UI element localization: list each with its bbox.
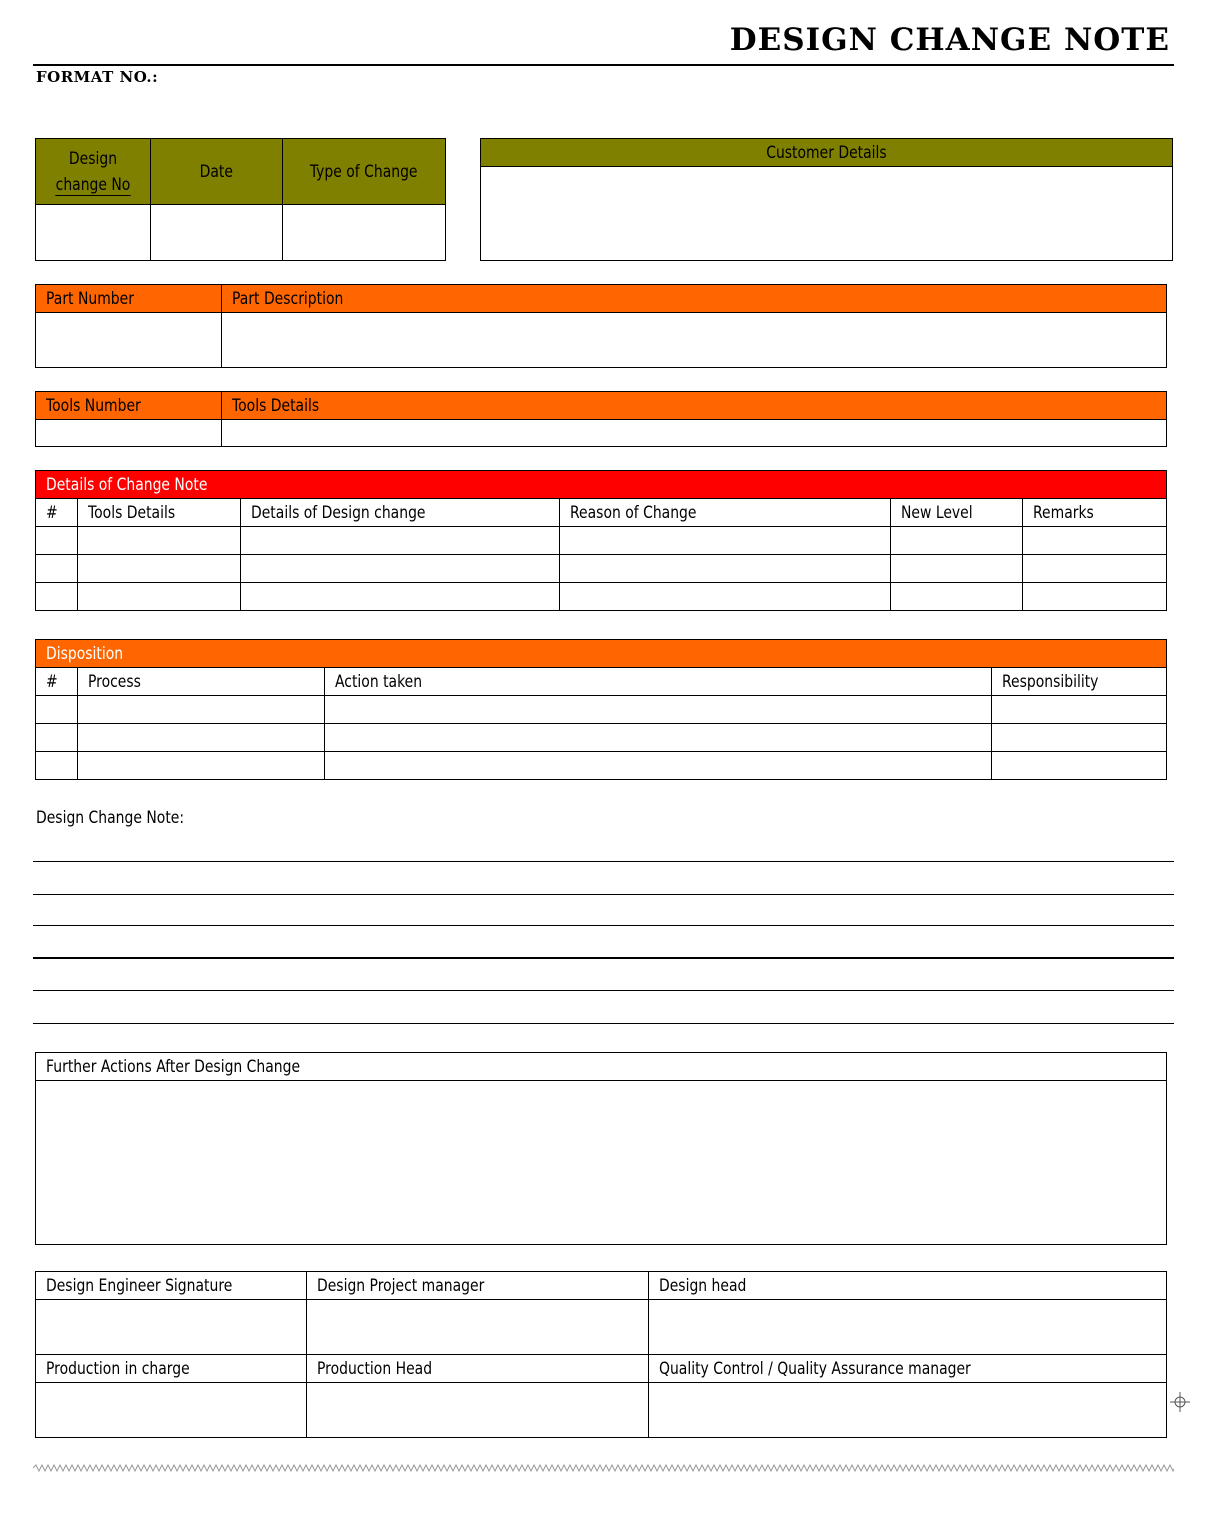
table-cell[interactable] [36, 583, 78, 611]
design-change-no-line2: change No [55, 174, 131, 195]
table-cell[interactable] [241, 583, 560, 611]
table-cell[interactable] [78, 527, 241, 555]
tools-number-field[interactable] [36, 420, 222, 447]
table-cell[interactable] [560, 527, 891, 555]
table-cell[interactable] [241, 555, 560, 583]
further-actions-field[interactable] [36, 1081, 1167, 1245]
production-in-charge-label: Production in charge [46, 1358, 190, 1379]
design-change-no-header [36, 139, 151, 205]
part-description-field[interactable] [222, 313, 1167, 368]
part-number-label: Part Number [46, 288, 134, 309]
customer-details-table [480, 138, 1173, 261]
change-col-reason-label: Reason of Change [570, 502, 697, 523]
tools-details-label: Tools Details [232, 395, 320, 416]
disposition-col-process-label: Process [88, 671, 141, 692]
customer-details-label: Customer Details [766, 142, 887, 163]
design-project-manager-label: Design Project manager [317, 1275, 485, 1296]
crosshair-icon [1170, 1392, 1190, 1412]
change-col-number [36, 499, 78, 527]
tools-number-label: Tools Number [46, 395, 141, 416]
type-of-change-label: Type of Change [310, 161, 418, 182]
design-change-note-label [36, 808, 217, 828]
design-engineer-signature-label: Design Engineer Signature [46, 1275, 233, 1296]
tools-table [35, 391, 1167, 447]
table-row [36, 724, 1167, 752]
production-head-label: Production Head [317, 1358, 433, 1379]
title-rule [33, 64, 1174, 66]
further-actions-table [35, 1052, 1167, 1245]
type-of-change-field[interactable] [283, 205, 446, 261]
part-table [35, 284, 1167, 368]
design-head-field[interactable] [649, 1300, 1167, 1355]
disposition-label: Disposition [46, 643, 124, 664]
change-details-header [36, 471, 1167, 499]
production-head-field[interactable] [307, 1383, 649, 1438]
table-row [36, 527, 1167, 555]
production-in-charge-header [36, 1355, 307, 1383]
disposition-col-process [78, 668, 325, 696]
design-head-header [649, 1272, 1167, 1300]
change-col-tools-details [78, 499, 241, 527]
date-field[interactable] [151, 205, 283, 261]
note-line[interactable] [33, 861, 1174, 862]
table-cell[interactable] [891, 527, 1023, 555]
part-description-header [222, 285, 1167, 313]
table-cell[interactable] [78, 583, 241, 611]
further-actions-label: Further Actions After Design Change [46, 1056, 301, 1077]
change-col-design-change [241, 499, 560, 527]
table-cell[interactable] [241, 527, 560, 555]
design-engineer-signature-field[interactable] [36, 1300, 307, 1355]
production-head-header [307, 1355, 649, 1383]
disposition-col-responsibility [992, 668, 1167, 696]
note-line[interactable] [33, 894, 1174, 895]
disposition-table [35, 639, 1167, 780]
design-head-label: Design head [659, 1275, 747, 1296]
disposition-col-action [325, 668, 992, 696]
table-cell[interactable] [560, 583, 891, 611]
disposition-col-action-label: Action taken [335, 671, 423, 692]
change-col-remarks [1023, 499, 1167, 527]
change-col-new-level [891, 499, 1023, 527]
part-number-header [36, 285, 222, 313]
note-line[interactable] [33, 1023, 1174, 1024]
tools-details-field[interactable] [222, 420, 1167, 447]
change-col-remarks-label: Remarks [1033, 502, 1094, 523]
design-change-header-table [35, 138, 446, 261]
document-title: DESIGN CHANGE NOTE [729, 22, 1170, 58]
design-change-no-field[interactable] [36, 205, 151, 261]
design-project-manager-header [307, 1272, 649, 1300]
tools-number-header [36, 392, 222, 420]
disposition-col-responsibility-label: Responsibility [1002, 671, 1099, 692]
table-row [36, 555, 1167, 583]
design-change-no-line1: Design [68, 148, 118, 169]
change-details-table [35, 470, 1167, 611]
table-cell[interactable] [325, 724, 992, 752]
design-project-manager-field[interactable] [307, 1300, 649, 1355]
type-of-change-header [283, 139, 446, 205]
qc-qa-manager-header [649, 1355, 1167, 1383]
part-number-field[interactable] [36, 313, 222, 368]
note-line[interactable] [33, 990, 1174, 991]
table-cell[interactable] [891, 583, 1023, 611]
change-col-new-level-label: New Level [901, 502, 973, 523]
table-cell[interactable] [36, 752, 78, 780]
change-col-tools-details-label: Tools Details [88, 502, 176, 523]
note-line[interactable] [33, 957, 1174, 959]
table-cell[interactable] [78, 696, 325, 724]
table-cell[interactable] [36, 696, 78, 724]
further-actions-header [36, 1053, 1167, 1081]
table-cell[interactable] [992, 696, 1167, 724]
qc-qa-manager-label: Quality Control / Quality Assurance manager [659, 1358, 971, 1379]
tools-details-header [222, 392, 1167, 420]
table-row [36, 696, 1167, 724]
customer-details-header [481, 139, 1173, 167]
table-cell[interactable] [78, 555, 241, 583]
disposition-col-number [36, 668, 78, 696]
signatures-table [35, 1271, 1167, 1438]
part-description-label: Part Description [232, 288, 344, 309]
table-row [36, 583, 1167, 611]
table-cell[interactable] [36, 555, 78, 583]
qc-qa-manager-field[interactable] [649, 1383, 1167, 1438]
change-col-number-label: # [46, 502, 58, 523]
customer-details-field[interactable] [481, 167, 1173, 261]
table-cell[interactable] [36, 527, 78, 555]
table-cell[interactable] [1023, 527, 1167, 555]
table-cell[interactable] [891, 555, 1023, 583]
table-cell[interactable] [78, 752, 325, 780]
table-cell[interactable] [1023, 583, 1167, 611]
table-cell[interactable] [325, 696, 992, 724]
table-cell[interactable] [325, 752, 992, 780]
change-details-label: Details of Change Note [46, 474, 208, 495]
table-cell[interactable] [560, 555, 891, 583]
date-header-label: Date [199, 161, 234, 182]
design-engineer-signature-header [36, 1272, 307, 1300]
table-cell[interactable] [992, 752, 1167, 780]
disposition-header [36, 640, 1167, 668]
page-break-wave [33, 1464, 1174, 1472]
table-cell[interactable] [992, 724, 1167, 752]
table-cell[interactable] [78, 724, 325, 752]
production-in-charge-field[interactable] [36, 1383, 307, 1438]
date-header [151, 139, 283, 205]
format-number-label: FORMAT NO.: [36, 68, 159, 86]
table-row [36, 752, 1167, 780]
change-col-reason [560, 499, 891, 527]
disposition-col-number-label: # [46, 671, 58, 692]
design-change-note-text: Design Change Note: [36, 808, 185, 828]
table-cell[interactable] [36, 724, 78, 752]
table-cell[interactable] [1023, 555, 1167, 583]
note-line[interactable] [33, 925, 1174, 926]
change-col-design-change-label: Details of Design change [251, 502, 426, 523]
